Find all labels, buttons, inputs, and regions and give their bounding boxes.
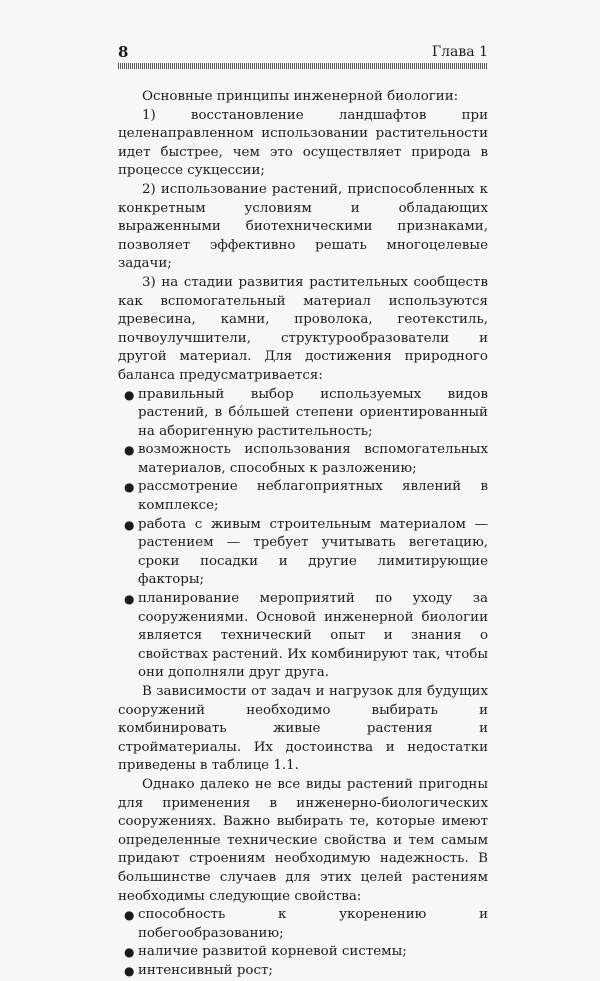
running-header (118, 43, 488, 63)
bullet-icon: ● (124, 480, 135, 495)
paragraph: 3) на стадии развития растительных сообществ как вспомогательный материал используются древесина, камни, проволока, геотекстиль, почвоулучшители, структурообразователи и другой материал. Для достижения природного баланса предусматривается: (118, 274, 488, 383)
list-item: ● правильный выбор используемых видов растений, в бóльшей степени ориентированный на аборигенную растительность; (124, 386, 488, 439)
paragraph: 2) использование растений, приспособленных к конкретным условиям и обладающих выраженными биотехническими признаками, позволяет эффективно решать многоцелевые задачи; (118, 181, 488, 272)
list-item: ● возможность использования вспомогательных материалов, способных к разложению; (124, 442, 488, 476)
list-item: ● наличие развитой корневой системы; (118, 943, 488, 962)
bullet-icon: ● (124, 387, 135, 402)
paragraph: Однако далеко не все виды растений пригодны для применения в инженерно-биологических сооружениях. Важно выбирать те, которые имеют определенные технические свойства и тем самым придают строениям необходимую надежность. В большинстве случаев для этих целей растениям необходимы следующие свойства: (118, 776, 488, 904)
bullet-icon: ● (124, 945, 135, 960)
bullet-icon: ● (124, 963, 135, 978)
page-number: 8 (118, 43, 129, 61)
list-item: ● работа с живым строительным материалом — растением — требует учитывать вегетацию, сроки посадки и другие лимитирующие факторы; (124, 516, 488, 588)
header-rule (118, 63, 488, 69)
bullet-list (118, 906, 488, 980)
paragraph: В зависимости от задач и нагрузок для будущих сооружений необходимо выбирать и комбинировать живые растения и стройматериалы. Их достоинства и недостатки приведены в таблице 1.1. (118, 684, 488, 774)
chapter-title: Глава 1 (431, 44, 488, 60)
bullet-icon: ● (124, 592, 135, 607)
bullet-icon: ● (124, 443, 135, 458)
list-item: ● интенсивный рост; (118, 962, 488, 981)
paragraph: 1) восстановление ландшафтов при целенаправленном использовании растительности идет быстрее, чем это осуществляет природа в процессе сукцессии; (118, 107, 488, 179)
list-item: ● рассмотрение неблагоприятных явлений в комплексе; (124, 479, 488, 514)
body-text (118, 88, 488, 981)
list-item: ● планирование мероприятий по уходу за сооружениями. Основой инженерной биологии является технический опыт и знания о свойствах растений. Их комбинируют так, чтобы они дополняли друг друга. (124, 591, 488, 681)
paragraph: Основные принципы инженерной биологии: (142, 89, 459, 104)
bullet-icon: ● (124, 908, 135, 923)
bullet-list (118, 386, 488, 684)
bullet-icon: ● (124, 517, 135, 532)
list-item: ● способность к укоренению и побегообразованию; (124, 907, 488, 941)
